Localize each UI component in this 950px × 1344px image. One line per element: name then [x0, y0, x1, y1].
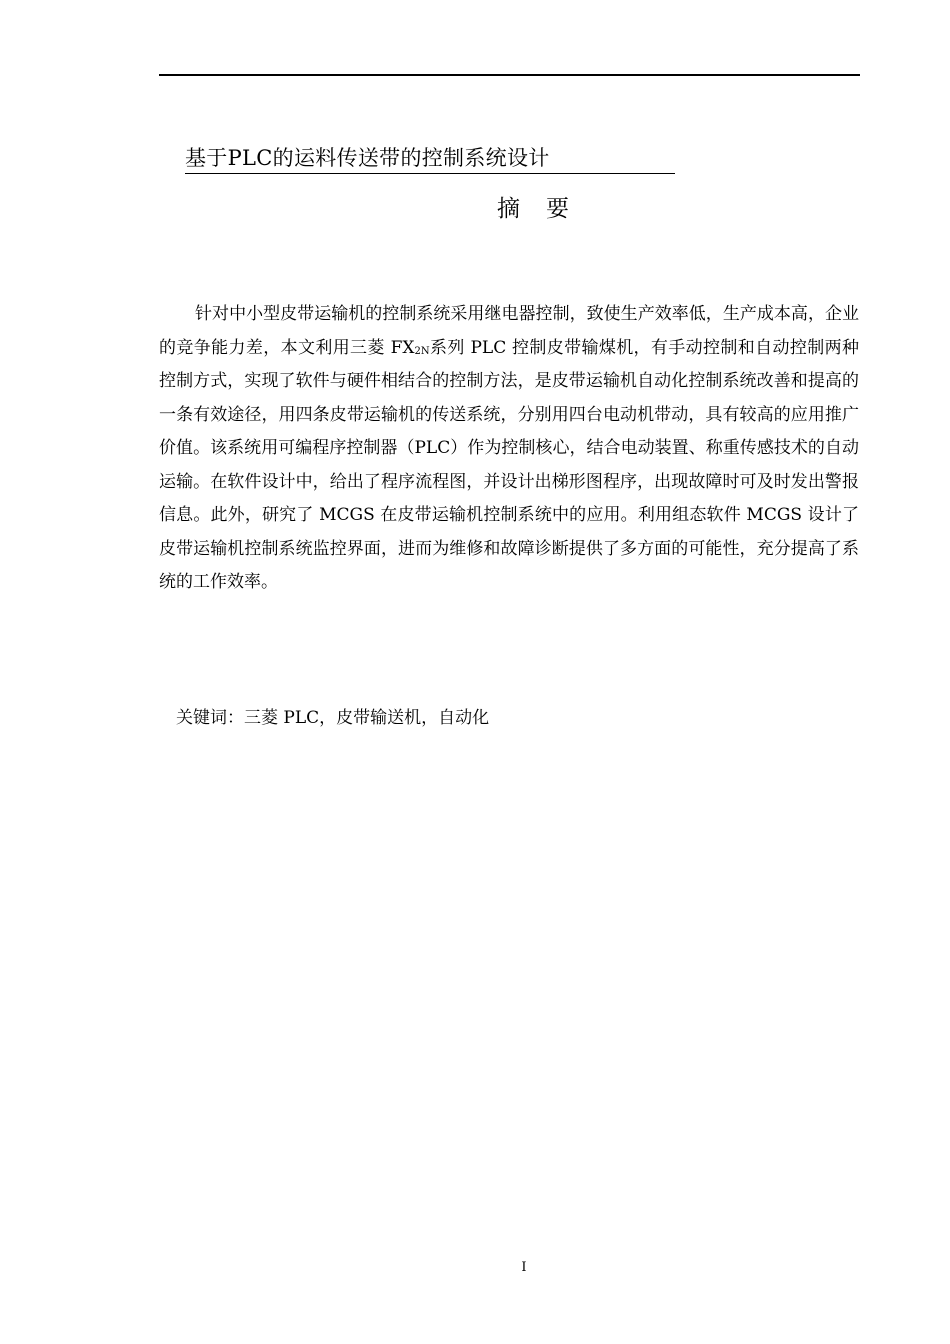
abstract-heading: [497, 193, 569, 225]
abstract-heading-char-1: 摘: [497, 196, 520, 222]
abstract-text-part-1: 针对中小型皮带运输机的控制系统采用继电器控制，致使生产效率低，生产成本高，企业的竞争能力差，本文利用三菱 FX: [159, 304, 859, 358]
keywords-text: 三菱 PLC，皮带输送机，自动化: [244, 708, 490, 728]
page-number: I: [521, 1260, 527, 1275]
keywords-label: 关键词：: [176, 708, 244, 728]
document-title: 基于PLC的运料传送带的控制系统设计: [185, 143, 675, 174]
header-rule: [159, 74, 860, 76]
keywords-line: [176, 704, 489, 732]
abstract-paragraph: [159, 298, 859, 600]
abstract-text-part-2: 系列 PLC 控制皮带输煤机，有手动控制和自动控制两种控制方式，实现了软件与硬件相结合的控制方法，是皮带运输机自动化控制系统改善和提高的一条有效途径，用四条皮带运输机的传送系统，分别用四台电动机带动，具有较高的应用推广价值。该系统用可编程序控制器（PLC）作为控制核心，结合电动装置、称重传感技术的自动运输。在软件设计中，给出了程序流程图，并设计出梯形图程序，出现故障时可及时发出警报信息。此外，研究了 MCGS 在皮带运输机控制系统中的应用。利用组态软件 MCGS 设计了皮带运输机控制系统监控界面，进而为维修和故障诊断提供了多方面的可能性，充分提高了系统的工作效率。: [159, 337, 859, 592]
abstract-subscript: 2N: [414, 345, 430, 357]
abstract-heading-char-2: 要: [546, 196, 569, 222]
